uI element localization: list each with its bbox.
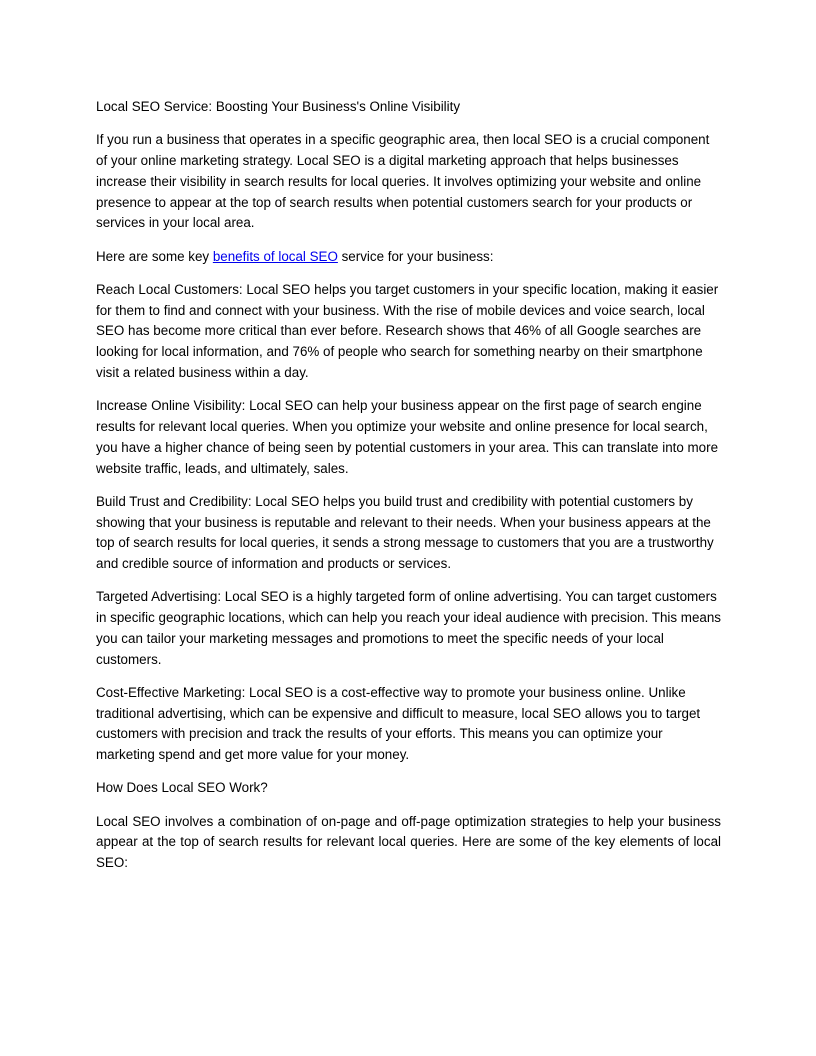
benefit-increase-online-visibility: Increase Online Visibility: Local SEO can help your business appear on the first page of search engine results for relevant local queries. When you optimize your website and online presence for local search, you have a higher chance of being seen by potential customers in your area. This can translate into more website traffic, leads, and ultimately, sales. bbox=[96, 398, 719, 476]
benefits-intro-after: service for your business: bbox=[337, 248, 494, 264]
benefit-targeted-advertising: Targeted Advertising: Local SEO is a highly targeted form of online advertising. You can target customers in specific geographic locations, which can help you reach your ideal audience with precision. This means you can tailor your marketing messages and promotions to meet the specific needs of your local customers. bbox=[96, 589, 721, 667]
benefit-reach-local-customers: Reach Local Customers: Local SEO helps you target customers in your specific location, making it easier for them to find and connect with your business. With the rise of mobile devices and voice search, local SEO has become more critical than ever before. Research shows that 46% of all Google searches are looking for local information, and 76% of people who search for something nearby on their smartphone visit a related business within a day. bbox=[96, 281, 719, 380]
document-title: Local SEO Service: Boosting Your Business's Online Visibility bbox=[96, 99, 461, 114]
benefits-intro-paragraph bbox=[96, 247, 721, 268]
document-page bbox=[96, 97, 721, 886]
benefit-build-trust-credibility: Build Trust and Credibility: Local SEO helps you build trust and credibility with potential customers by showing that your business is reputable and relevant to their needs. When your business appears at the top of search results for local queries, it sends a strong message to customers that you are a trustworthy and credible source of information and products or services. bbox=[96, 493, 714, 572]
intro-paragraph: If you run a business that operates in a specific geographic area, then local SEO is a crucial component of your online marketing strategy. Local SEO is a digital marketing approach that helps businesses increase their visibility in search results for local queries. It involves optimizing your website and online presence to appear at the top of search results when potential customers search for your products or services in your local area. bbox=[96, 132, 710, 231]
how-it-works-paragraph: Local SEO involves a combination of on-page and off-page optimization strategies to help your business appear at the top of search results for relevant local queries. Here are some of the key elements of local SEO: bbox=[96, 813, 721, 871]
benefit-cost-effective-marketing: Cost-Effective Marketing: Local SEO is a cost-effective way to promote your business online. Unlike traditional advertising, which can be expensive and difficult to measure, local SEO allows you to target customers with precision and track the results of your efforts. This means you can optimize your marketing spend and get more value for your money. bbox=[96, 684, 701, 763]
how-it-works-heading: How Does Local SEO Work? bbox=[96, 780, 268, 796]
benefits-intro-before: Here are some key bbox=[96, 248, 213, 264]
benefits-of-local-seo-link[interactable]: benefits of local SEO bbox=[212, 248, 338, 264]
